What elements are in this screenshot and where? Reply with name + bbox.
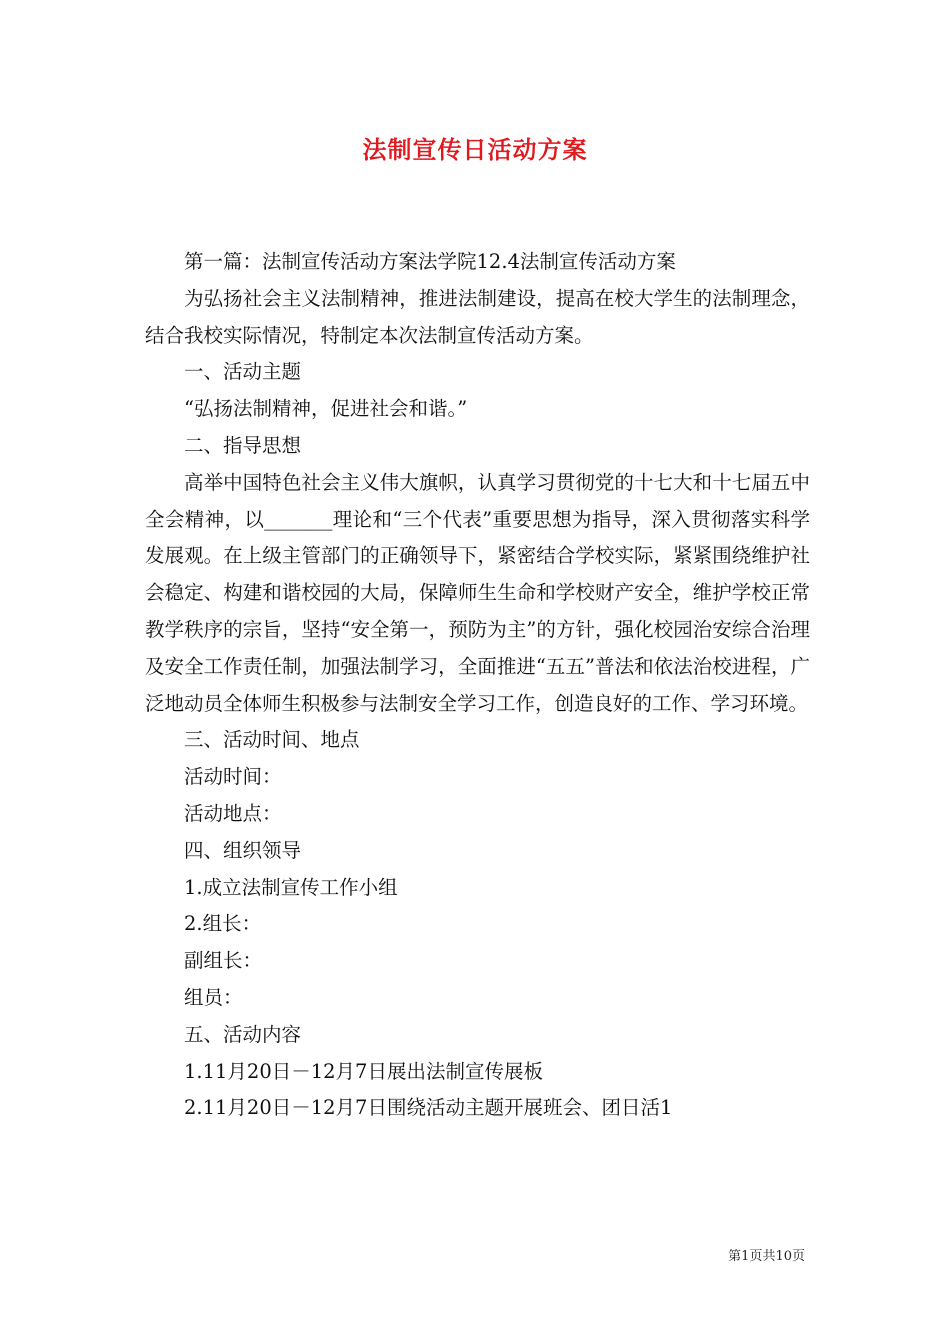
section-heading-content: 五、活动内容 — [184, 1022, 302, 1046]
paragraph-content-item-2: 2.11月20日－12月7日围绕活动主题开展班会、团日活1 — [184, 1096, 673, 1120]
paragraph-chapter-heading: 第一篇：法制宣传活动方案法学院12.4法制宣传活动方案 — [184, 250, 676, 273]
paragraph-group-leader: 2.组长： — [184, 912, 262, 936]
paragraph-activity-place: 活动地点： — [184, 801, 282, 825]
paragraph-members: 组员： — [184, 985, 243, 1009]
paragraph-working-group: 1.成立法制宣传工作小组 — [184, 875, 398, 899]
paragraph-guiding-thought: 高举中国特色社会主义伟大旗帜，认真学习贯彻党的十七大和十七届五中全会精神，以_______理论和“三个代表”重要思想为指导，深入贯彻落实科学发展观。在上级主管部门的正确领导下，紧密结合学校实际，紧紧围绕维护社会稳定、构建和谐校园的大局，保障师生生命和学校财产安全，维护学校正常教学秩序的宗旨，坚持“安全第一，预防为主”的方针，强化校园治安综合治理及安全工作责任制，加强法制学习，全面推进“五五”普法和依法治校进程，广泛地动员全体师生积极参与法制安全学习工作，创造良好的工作、学习环境。 — [145, 470, 810, 715]
document-title: 法制宣传日活动方案 — [362, 135, 588, 164]
paragraph-content-item-1: 1.11月20日－12月7日展出法制宣传展板 — [184, 1059, 543, 1083]
paragraph-intro: 为弘扬社会主义法制精神，推进法制建设，提高在校大学生的法制理念，结合我校实际情况，特制定本次法制宣传活动方案。 — [145, 286, 810, 347]
paragraph-theme-slogan: “弘扬法制精神，促进社会和谐。” — [184, 397, 468, 421]
paragraph-deputy-leader: 副组长： — [184, 949, 263, 973]
document-body — [145, 244, 810, 1127]
section-heading-organization: 四、组织领导 — [184, 838, 302, 862]
section-heading-time-place: 三、活动时间、地点 — [184, 728, 360, 752]
section-heading-guiding-thought: 二、指导思想 — [184, 433, 302, 457]
section-heading-theme: 一、活动主题 — [184, 360, 302, 384]
paragraph-activity-time: 活动时间： — [184, 765, 282, 789]
page-footer: 第1页共10页 — [728, 1249, 805, 1264]
